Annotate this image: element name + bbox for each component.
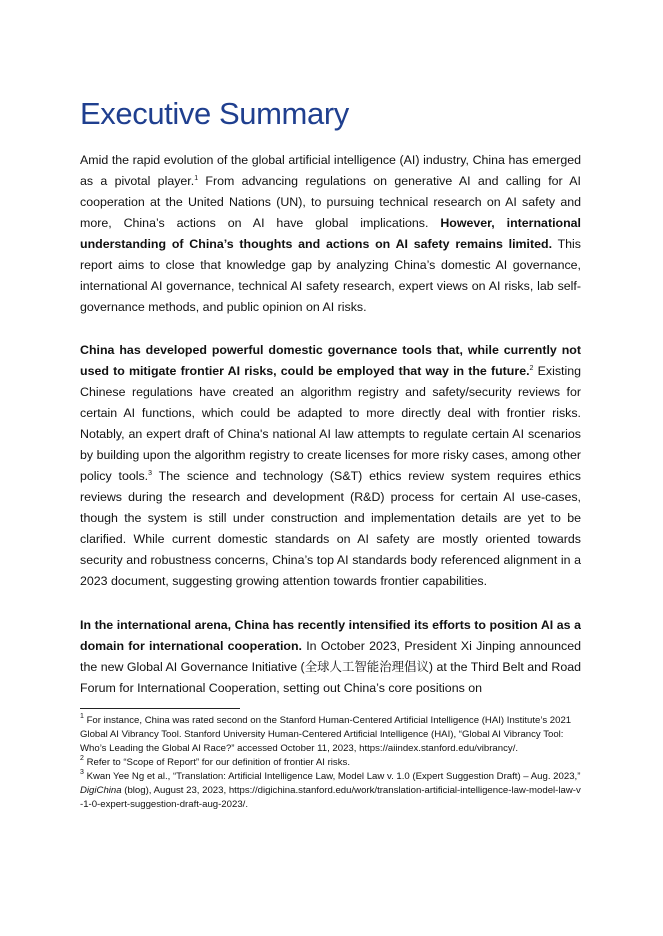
footnote-1-link[interactable]: https://aiindex.stanford.edu/vibrancy/. — [359, 743, 519, 754]
p1-text-3: This report aims to close that knowledge gap by analyzing China’s domestic AI governance, international AI governance, technical AI safety research, expert views on AI risks, lab self-governance methods, and public opinion on AI risks. — [80, 237, 581, 314]
footnote-3-link[interactable]: https://digichina.stanford.edu/work/translation-artificial-intelligence-law-model-law-v-1-0-expert-suggestion-draft-aug-2023/. — [80, 785, 581, 810]
footnote-2 — [80, 756, 581, 770]
footnote-3-text-2: (blog), August 23, 2023, — [121, 785, 229, 796]
international-paragraph — [80, 615, 581, 699]
footnote-3-text: Kwan Yee Ng et al., “Translation: Artificial Intelligence Law, Model Law v. 1.0 (Expert Suggestion Draft) – Aug. 2023,” — [83, 771, 581, 782]
footnote-3 — [80, 770, 581, 812]
p2-text-1: Existing Chinese regulations have created an algorithm registry and safety/security reviews for certain AI functions, which could be adapted to more directly deal with frontier risks. Notably, an expert draft of China's national AI law attempts to regulate certain AI scenarios by building upon the algorithm registry to create licenses for more risky cases, among other policy tools. — [80, 364, 582, 483]
footnote-ref-3[interactable]: 3 — [148, 470, 153, 477]
footnote-1-text: For instance, China was rated second on the Stanford Human-Centered Artificial Intelligence (HAI) Institute’s 2021 Global AI Vibrancy Tool. Stanford University Human-Centered Artificial Intelligence (HAI), “Global AI Vibrancy Tool: Who’s Leading the Global AI Race?” accessed October 11, 2023, — [80, 715, 572, 754]
footnote-1 — [80, 714, 581, 756]
p1-text-1: Amid the rapid evolution of the global artificial intelligence (AI) industry, China has emerged as a pivotal player. — [80, 153, 581, 188]
footnote-2-number: 2 — [80, 755, 84, 762]
footnote-3-publication: DigiChina — [80, 785, 122, 796]
footnotes — [80, 714, 581, 812]
p1-bold-text: However, international understanding of China’s thoughts and actions on AI safety remains limited. — [80, 216, 581, 251]
p3-bold-text: In the international arena, China has recently intensified its efforts to position AI as a domain for international cooperation. — [80, 618, 581, 653]
p2-bold-text: China has developed powerful domestic governance tools that, while currently not used to mitigate frontier AI risks, could be employed that way in the future. — [80, 343, 581, 378]
p3-text-1: In October 2023, President Xi Jinping announced the new Global AI Governance Initiative (全球人工智能治理倡议) at the Third Belt and Road Forum for International Cooperation, setting out China’s core positions on — [80, 639, 581, 695]
p2-text-2: The science and technology (S&T) ethics review system requires ethics reviews during the research and development (R&D) process for certain AI use-cases, though the system is still under construction and implementation details are yet to be clarified. While current domestic standards on AI safety are mostly oriented towards security and robustness concerns, China’s top AI standards body referenced alignment in a 2023 document, suggesting growing attention towards frontier capabilities. — [80, 469, 581, 588]
footnote-divider — [80, 708, 240, 709]
footnote-2-text: Refer to “Scope of Report” for our definition of frontier AI risks. — [83, 757, 350, 768]
domestic-governance-paragraph — [80, 340, 581, 592]
footnote-ref-1[interactable]: 1 — [194, 175, 199, 182]
footnote-3-number: 3 — [80, 769, 84, 776]
p1-text-2: From advancing regulations on generative AI and calling for AI cooperation at the United Nations (UN), to pursuing technical research on AI safety and more, China’s actions on AI have global implications. — [80, 174, 581, 230]
page-title: Executive Summary — [80, 96, 349, 131]
footnote-ref-2[interactable]: 2 — [529, 365, 534, 372]
footnote-1-number: 1 — [80, 713, 84, 720]
intro-paragraph — [80, 150, 581, 318]
